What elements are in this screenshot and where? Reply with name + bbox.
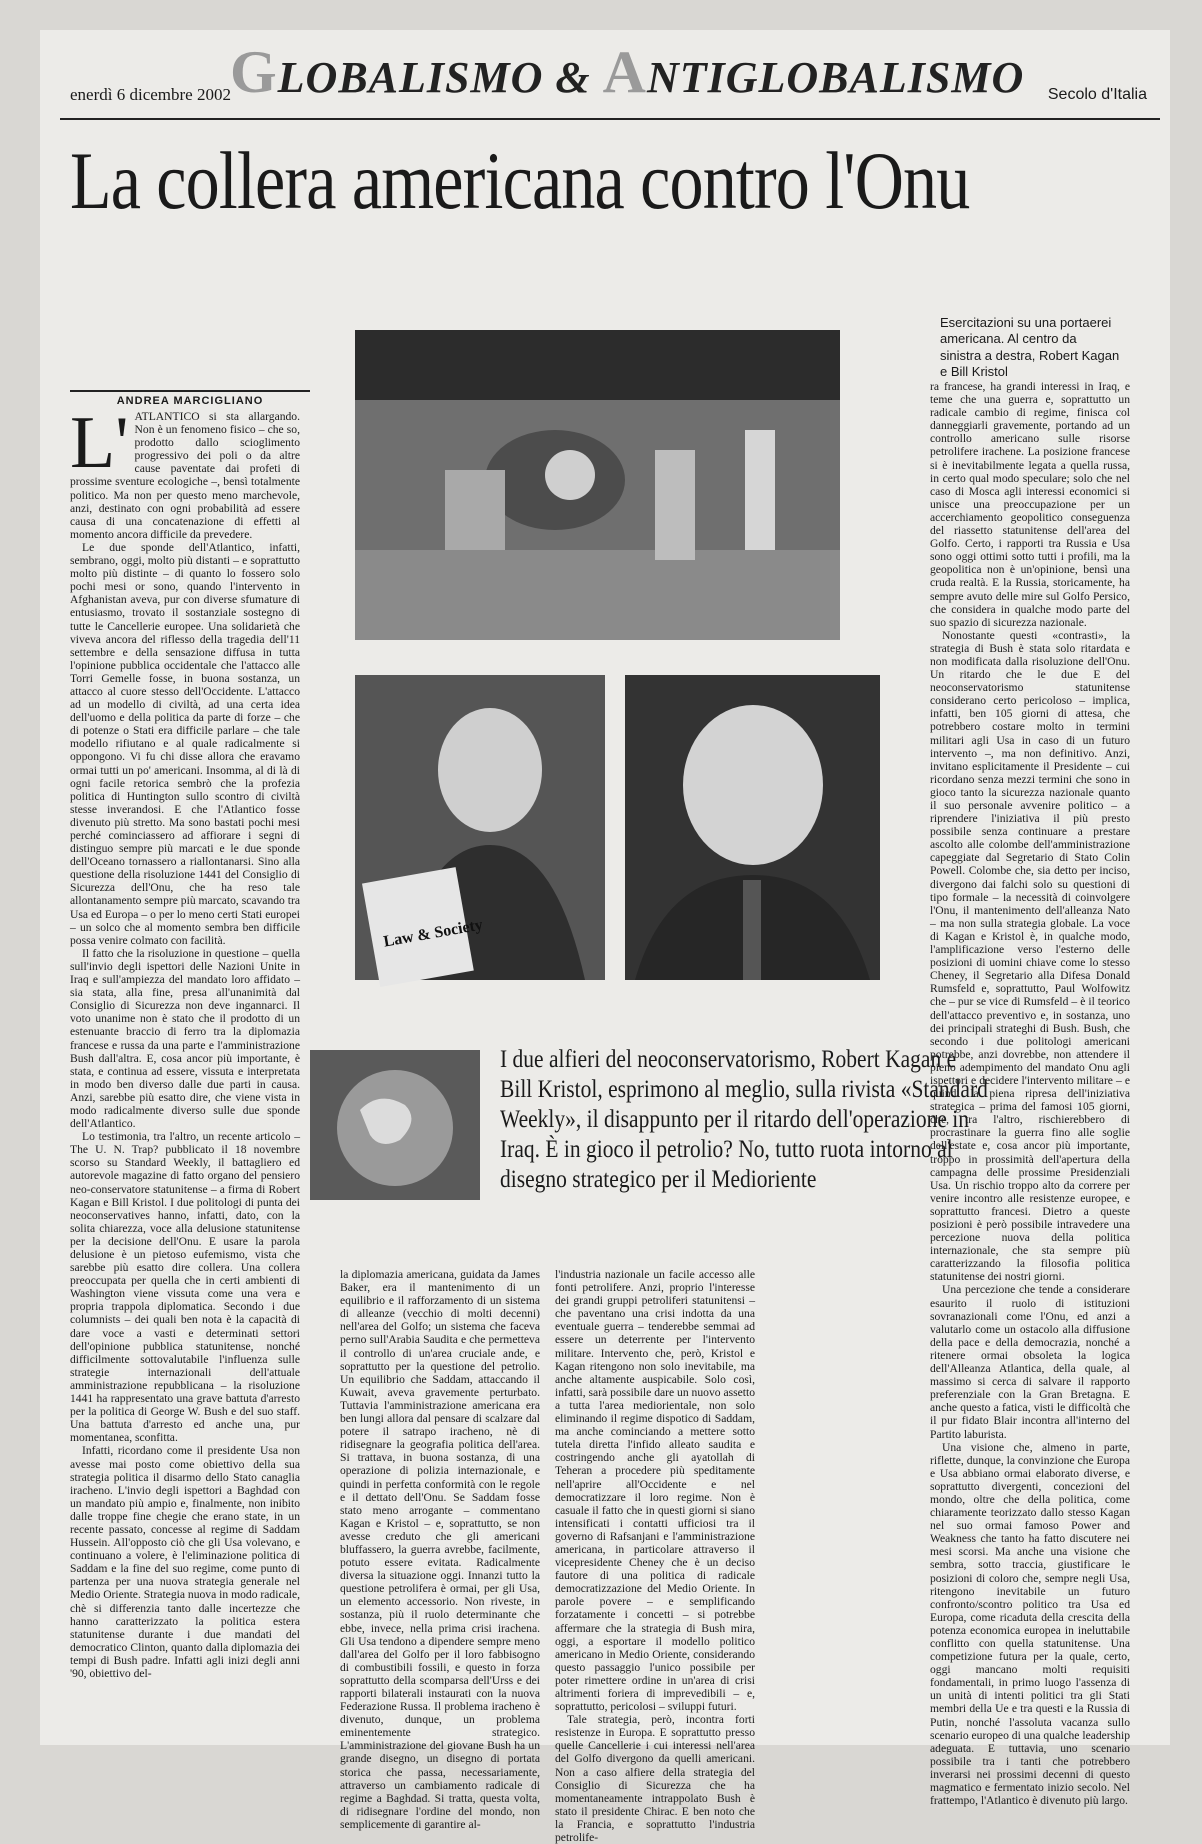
byline: ANDREA MARCIGLIANO [70,390,310,407]
newspaper-name: Secolo d'Italia [1047,86,1147,103]
section-title: GLOBALISMO & ANTIGLOBALISMO [230,39,1025,105]
column-2: la diplomazia americana, guidata da James Baker, era il mantenimento di un equilibrio e il rafforzamento di un sistema di alleanze (vecchio di molti decenni) nell'area del Golfo; un sistema che faceva perno sull'Arabia Saudita e che permetteva il controllo di un'area cruciale ande, e soprattutto per la questione del petrolio. Un equilibrio che Saddam, attaccando il Kuwait, aveva gravemente perturbato. Tuttavia l'amministrazione americana era ben lungi allora dal pensare di scalzare dal potere il satrapo iracheno, nè di ridisegnare la geografia politica dell'area. Si trattava, in buona sostanza, di una operazione di polizia internazionale, e quindi in perfetta conformità con le regole e il dettato dell'Onu. Se Saddam fosse stato meno arrogante – commentano Kagan e Kristol – e, soprattutto, se non avesse creduto che gli americani bluffassero, la guerra avrebbe, facilmente, potuto essere evitata. Radicalmente diversa la situazione oggi. Innanzi tutto la questione petrolifera è ormai, per gli Usa, un elemento accessorio. Non riveste, in sostanza, più il ruolo determinante che ebbe, invece, nella prima crisi irachena. Gli Usa tendono a dipendere sempre meno dall'area del Golfo per il loro fabbisogno di combustibili fossili, e questo in forza soprattutto della scomparsa dell'Urss e dei rapporti bilaterali instaurati con la nuova Federazione Russa. Il problema iracheno è divenuto, dunque, un problema eminentemente strategico. L'amministrazione del giovane Bush ha un grande disegno, un disegno di portata storica che passa, necessariamente, attraverso un cambiamento radicale di regime a Baghdad. Si tratta, questa volta, di ridisegnare l'ordine del mondo, non semplicemente di garantire al- [340,1268,540,1831]
globe-illustration [310,1050,480,1200]
column-3: l'industria nazionale un facile accesso alle fonti petrolifere. Anzi, proprio l'interesse dei grandi gruppi petroliferi statunitensi – che paventano una crisi indotta da una eventuale guerra – tenderebbe semmai ad essere un deterrente per l'intervento militare. Intervento che, però, Kristol e Kagan ritengono non solo inevitabile, ma anche altamente auspicabile. Solo così, infatti, sarà possibile dare un nuovo assetto a tutta l'area mediorientale, non solo eliminando il regime dispotico di Saddam, ma anche cominciando a mettere sotto tutela diretta l'infido alleato saudita e costringendo anche gli ayatollah di Teheran a procedere più speditamente nell'aprire all'Occidente e nel democratizzare il loro regime. Non è casuale il fatto che in questi giorni si siano intensificati i contatti ufficiosi tra il governo di Rafsanjani e l'amministrazione americana, in particolare attraverso il vicepresidente Cheney che è un deciso fautore di una politica di radicale democratizzazione del Medio Oriente. In parole povere – e semplificando forzatamente i concetti – si potrebbe affermare che la strategia di Bush mira, oggi, a esportare il modello politico americano in Medio Oriente, considerando questo passaggio l'unico possibile per poter rimettere ordine in un'area di crisi altrimenti foriera di imprevedibili – e, soprattutto, pericolosi – sviluppi futuri. Tale strategia, però, incontra forti resistenze in Europa. E soprattutto presso quelle Cancellerie i cui interessi nell'area del Golfo divergono da quelli americani. Non a caso alfiere della strategia del Consiglio di Sicurezza che ha momentaneamente intrappolato Bush è stato il presidente Chirac. E ben noto che la Francia, e soprattutto l'industria petrolife- [555,1268,755,1844]
column-1: L' ATLANTICO si sta allargando. Non è un fenomeno fisico – che so, prodotto dallo scioglimento progressivo dei poli o da altre cause paventate dai profeti di prossime sventure ecologiche –, bensì totalmente politico. Ma non per questo meno marchevole, anzi, destinato con ogni probabilità ad essere causa di una concatenazione di effetti al momento ancora difficile da prevedere. Le due sponde dell'Atlantico, infatti, sembrano, oggi, molto più distanti – e soprattutto molto più distinte – di quanto lo fossero solo pochi mesi or sono, quando l'intervento in Afghanistan aveva, pur con diverse sfumature di entusiasmo, trovato il sostanziale sostegno di tutte le Cancellerie europee. Una solidarietà che viveva ancora del riflesso della tragedia dell'11 settembre e della sensazione diffusa in tutta l'opinione pubblica occidentale che l'attacco alle Torri Gemelle fosse, in buona sostanza, un attacco al cuore stesso dell'Occidente. L'attacco ad un modello di civiltà, ad una certa idea dell'uomo e della politica da parte di forze – che di potenze o Stati era difficile parlare – che tale modello rifiutano e al quale radicalmente si oppongono. Vi fu chi disse allora che eravamo ormai tutti un po' americani. Insomma, al di là di ogni facile retorica sembrò che la profezia politica di Huntington sullo scontro di civiltà stesse inverandosi. E che l'Atlantico fosse divenuto più stretto. Ma sono bastati pochi mesi perché cominciassero ad affiorare i segni di distinguo sempre più marcati e le due sponde dell'Oceano tornassero a riallontanarsi. Sino alla questione della risoluzione 1441 del Consiglio di Sicurezza dell'Onu, che ha reso tale allontanamento sempre più marcato, scavando tra Usa ed Europa – o per lo meno certi Stati europei – un solco che al momento sembra ben difficile possa venire colmato con facilità. Il fatto che la risoluzione in questione – quella sull'invio degli ispettori delle Nazioni Unite in Iraq e sull'ampiezza del mandato loro affidato – sia stata, alla fine, presa all'unanimità dal Consiglio di Sicurezza non deve ingannarci. Il voto unanime non è stato che il prodotto di un estenuante braccio di ferro tra la diplomazia francese e russa da una parte e l'amministrazione Bush dall'altra. E, cosa ancor più importante, è stata, e continua ad essere, vissuta e interpretata in modo ben diverso dalle due parti in causa. Anzi, sarebbe più esatto dire, che viene vista in modo radicalmente diverso sulle due sponde dell'Atlantico. Lo testimonia, tra l'altro, un recente articolo – The U. N. Trap? pubblicato il 18 novembre scorso su Standard Weekly, il battagliero ed autorevole magazine di fatto organo del pensiero neo-conservatore statunitense – a firma di Robert Kagan e Bill Kristol. I due politologi di punta dei neoconservatives hanno, infatti, dato, con la solita chiarezza, voce alla delusione statunitense per la decisione dell'Onu. E usare la parola delusione è un pietoso eufemismo, vista che sarebbe più esatto dire collera. Una collera preoccupata per quella che in certi ambienti di Washington viene vissuta come una vera e propria trappola diplomatica. Secondo i due columnists – dei quali ben nota è la capacità di dare voce a vasti e determinati settori dell'opinione pubblica statunitense, nonché difficilmente sottovalutabile l'influenza sulle strategie internazionali dell'attuale amministrazione repubblicana – la risoluzione 1441 ha rappresentato una grave battuta d'arresto per la politica di George W. Bush e del suo staff. Una battuta d'arresto ed anche una, pur momentanea, sconfitta. Infatti, ricordano come il presidente Usa non avesse mai posto come obiettivo della sua strategia politica il disarmo dello Stato canaglia iracheno. L'invio degli ispettori a Baghdad con un mandato più ampio e, finalmente, non inibito dalle troppe fine chegie che erano state, in un recente passato, concesse al regime di Saddam Hussein. All'opposto ciò che gli Usa volevano, e continuano a volere, è l'eliminazione politica di Saddam e la fine del suo regime, come punto di partenza per una nuova strategia generale nel Medio Oriente. Strategia nuova in modo radicale, chè si differenzia tanto dalle incertezze che hanno caratterizzato la politica estera statunitense durante i due mandati del democratico Clinton, quanto dalla diplomazia dei tempi di Bush padre. Infatti agli inizi degli anni '90, obiettivo del- [70,402,300,1680]
header-rule [60,118,1160,120]
portrait-kristol [625,675,880,980]
photo-caption: Esercitazioni su una portaerei americana. Al centro da sinistra a destra, Robert Kagan e Bill Kristol [940,315,1120,379]
issue-date: enerdì 6 dicembre 2002 [70,85,231,104]
carrier-photo [355,330,840,640]
headline: La collera americana contro l'Onu [70,135,970,226]
dropcap: L' [70,402,129,484]
pull-quote: I due alfieri del neoconservatorismo, Robert Kagan e Bill Kristol, esprimono al meglio, sulla rivista «Standard Weekly», il disappunto per il ritardo dell'operazione in Iraq. È in gioco il petrolio? No, tutto ruota intorno al disegno strategico per il Medioriente [500,1046,988,1193]
carrier-deck-illustration [355,330,840,640]
globe-image [310,1050,480,1200]
column-4: ra francese, ha grandi interessi in Iraq, e teme che una guerra e, soprattutto un radicale cambio di regime, finisca col danneggiarli gravemente, portando ad un controllo americano sulle risorse petrolifere irachene. La posizione francese si è inevitabilmente legata a quella russa, in certo qual modo speculare; solo che nel caso di Mosca agli interessi economici si unisce una preoccupazione per un accerchiamento geopolitico conseguenza del riassetto statunitense dell'area del Golfo. Certo, i rapporti tra Russia e Usa sono oggi ottimi sotto tutti i profili, ma la geopolitica non è un'opinione, bensì una cruda realtà. E la Russia, storicamente, ha sempre avuto delle mire sul Golfo Persico, che considera in qualche modo parte del suo spazio di sicurezza nazionale. Nonostante questi «contrasti», la strategia di Bush è stata solo ritardata e non modificata dalla risoluzione dell'Onu. Un ritardo che le due E del neoconservatorismo statunitense considerano certo pericoloso – implica, infatti, ben 105 giorni di attesa, che potrebbero costare molto in termini militari agli Usa in caso di un futuro intervento –, ma non definitivo. Anzi, invitano esplicitamente il Presidente – cui ricordano senza mezzi termini che sono in gioco tanto la sicurezza nazionale quanto il suo personale avvenire politico – a riprendere l'iniziativa il più presto possibile senza continuare a prestare ascolto alle colombe dell'amministrazione capeggiate dal Segretario di Stato Colin Powell. Colombe che, sia detto per inciso, divergono dai falchi solo su questioni di tipo formale – la necessità di coinvolgere l'Onu, il mantenimento dell'alleanza Nato – ma non sulla strategia globale. La voce di Kagan e Kristol è, in qualche modo, l'amplificazione verso l'esterno delle posizioni di uomini chiave come lo stesso Cheney, il Segretario alla Difesa Donald Rumsfeld e, soprattutto, Paul Wolfowitz che – pur se vice di Rumsfeld – è il teorico dell'attacco preventivo e, in sostanza, uno dei principali strateghi di Bush. Bush, che secondo i due politologi americani potrebbe, anzi dovrebbe, non attendere il pieno adempimento del mandato Onu agli ispettori e decidere l'intervento militare – e quindi la piena ripresa dell'iniziativa strategica – prima del famosi 105 giorni, che, tra l'altro, rischierebbero di procrastinare la guerra fino alle soglie dell'estate e, cosa ancor più importante, troppo in prossimità dell'apertura della campagna delle prossime Presidenziali Usa. Un rischio troppo alto da correre per venire incontro alle resistenze europee, e soprattutto francesi. Dietro a queste posizioni è però possibile intravedere una percezione nuova della politica internazionale, che sta sempre più caratterizzando la filosofia politica statunitense dei nostri giorni. Una percezione che tende a considerare esaurito il ruolo di istituzioni sovranazionali come l'Onu, ed anzi a valutarlo come un ostacolo alla diffusione della pace e della democrazia, nonché a ritenere ormai obsoleta la logica dell'Alleanza Atlantica, della quale, al massimo si cerca di salvare il rapporto preferenziale con la Gran Bretagna. E anche questo a fatica, visti le difficoltà che il pur fidato Blair incontra all'interno del Partito laburista. Una visione che, almeno in parte, riflette, dunque, la convinzione che Europa e Usa abbiano ormai elaborato diverse, e soprattutto divergenti, concezioni del mondo, oltre che della politica, come chiaramente teorizzato dallo stesso Kagan nel suo ormai famoso Power and Weakness che tanto ha fatto discutere nei mesi scorsi. Ma anche una visione che sembra, sotto traccia, giustificare le posizioni di coloro che, sempre negli Usa, ritengono inevitabile un futuro confronto/scontro politico tra Usa ed Europa, come ricaduta della crescita della potenza economica europea in ineluttabile conflitto con quella statunitense. Una competizione futura per la quale, certo, oggi mancano molti requisiti fondamentali, in primo luogo l'assenza di un unità di intenti politici tra gli Stati membri della Ue e tra questi e la Russia di Putin, nonché l'assoluta vacanza sullo scenario europeo di una qualche leadership adeguata. E tuttavia, uno scenario possibile tra i tanti che potrebbero inverarsi nei prossimi decenni di questo magmatico e fermentato inizio secolo. Nel frattempo, l'Atlantico è divenuto più largo. [930,380,1130,1808]
kristol-portrait [625,675,880,980]
book-title: Law & Society [382,916,485,951]
kagan-portrait [355,675,605,980]
